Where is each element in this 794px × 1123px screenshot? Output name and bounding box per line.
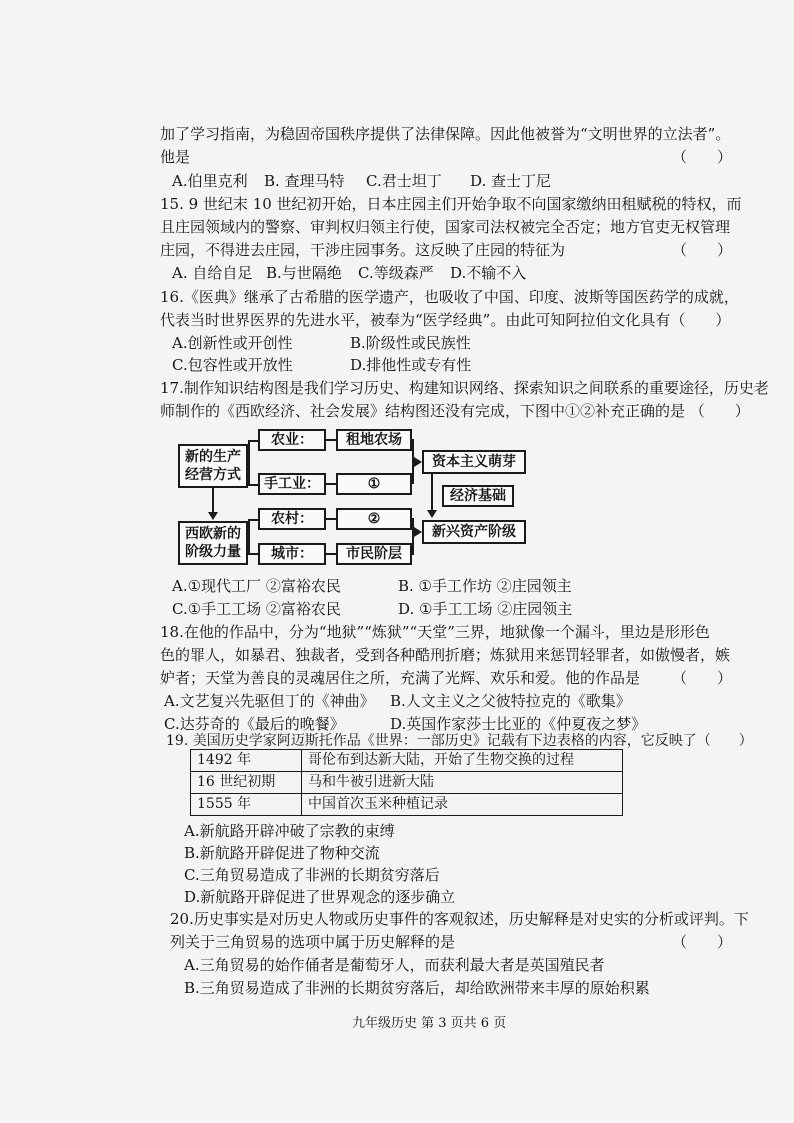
q17-line-1: 17.制作知识结构图是我们学习历史、构建知识网络、探索知识之间联系的重要途径，历史老 [160, 379, 769, 397]
diagram-arrow-head [414, 527, 422, 537]
q16-line-2: 代表当时世界医界的先进水平，被奉为“医学经典”。由此可知阿拉伯文化具有（ ） [160, 311, 731, 329]
diagram-box-blank-1: ① [336, 473, 412, 495]
table-cell-year: 1492 年 [191, 750, 302, 772]
q15-answer-paren: （ ） [672, 241, 733, 259]
diagram-box-new-class: 西欧新的阶级力量 [178, 521, 248, 565]
q18-line-2: 色的罪人，如暴君、独裁者，受到各种酷刑折磨；炼狱用来惩罚轻罪者，如傲慢者，嫉 [160, 646, 731, 664]
table-cell-event: 中国首次玉米种植记录 [302, 794, 623, 816]
diagram-arrow-shaft [212, 488, 214, 513]
diagram-box-bourgeoisie: 新兴资产阶级 [422, 520, 526, 544]
intro-option-b: B. 查理马特 [264, 172, 345, 190]
diagram-connector [248, 519, 258, 521]
q17-option-d: D. ①手工工场 ②庄园领主 [398, 600, 573, 618]
q15-option-a: A. 自给自足 [172, 264, 253, 282]
diagram-connector [248, 553, 258, 555]
diagram-bracket-top [248, 440, 250, 485]
diagram-connector [326, 553, 336, 555]
q15-line-3: 庄园，不得进去庄园，干涉庄园事务。这反映了庄园的特征为 [160, 241, 566, 259]
diagram-connector [248, 440, 258, 442]
diagram-bracket-bottom [248, 519, 250, 555]
diagram-arrow-head [414, 457, 422, 467]
q17-option-b: B. ①手工作坊 ②庄园领主 [398, 577, 572, 595]
q16-line-1: 16.《医典》继承了古希腊的医学遗产，也吸收了中国、印度、波斯等国医药学的成就， [160, 288, 739, 306]
q16-option-a: A.创新性或开创性 [172, 334, 293, 352]
q20-line-1: 20.历史事实是对历史人物或历史事件的客观叙述，历史解释是对史实的分析或评判。下 [170, 910, 749, 928]
q18-line-1: 18.在他的作品中，分为“地狱”“炼狱”“天堂”三界，地狱像一个漏斗，里边是形形色 [160, 623, 710, 641]
table-row [191, 772, 623, 794]
table-cell-year: 1555 年 [191, 794, 302, 816]
q19-option-d: D.新航路开辟促进了世界观念的逐步确立 [184, 888, 456, 906]
q20-answer-paren: （ ） [672, 933, 733, 951]
diagram-box-citizens: 市民阶层 [336, 543, 412, 565]
table-row [191, 750, 623, 772]
diagram-connector [326, 439, 336, 441]
intro-line-1: 加了学习指南，为稳固帝国秩序提供了法律保障。因此他被誉为“文明世界的立法者”。 [160, 125, 731, 143]
table-cell-event: 马和牛被引进新大陆 [302, 772, 623, 794]
q16-option-d: D.排他性或专有性 [350, 356, 472, 374]
q15-option-b: B.与世隔绝 [266, 264, 342, 282]
q19-line-1: 19. 美国历史学家阿迈斯托作品《世界：一部历史》记载有下边表格的内容，它反映了（ ） [166, 733, 753, 749]
intro-line-2: 他是 [160, 148, 191, 166]
diagram-arrow-head [208, 512, 218, 520]
table-cell-year: 16 世纪初期 [191, 772, 302, 794]
diagram-box-handicraft: 手工业： [258, 473, 326, 495]
table-row [191, 794, 623, 816]
q19-option-c: C.三角贸易造成了非洲的长期贫穷落后 [184, 866, 440, 884]
q18-option-c: C.达芬奇的《最后的晚餐》 [164, 715, 345, 733]
q18-line-3: 妒者；天堂为善良的灵魂居住之所，充满了光辉、欢乐和爱。他的作品是 [160, 669, 641, 687]
q15-option-d: D.不输不入 [450, 264, 527, 282]
diagram-box-economic-base: 经济基础 [442, 485, 514, 507]
diagram-box-agriculture: 农业： [258, 429, 326, 451]
q19-option-a: A.新航路开辟冲破了宗教的束缚 [184, 822, 395, 840]
q19-option-b: B.新航路开辟促进了物种交流 [184, 844, 380, 862]
diagram-connector [326, 483, 336, 485]
intro-option-a: A.伯里克利 [172, 172, 248, 190]
q17-option-a: A.①现代工厂 ②富裕农民 [172, 577, 341, 595]
diagram-box-city: 城市： [258, 543, 326, 565]
q16-option-c: C.包容性或开放性 [172, 356, 293, 374]
diagram-box-blank-2: ② [336, 508, 412, 530]
diagram-connector [248, 484, 258, 486]
intro-option-d: D. 查士丁尼 [470, 172, 552, 190]
q18-option-d: D.英国作家莎士比亚的《仲夏夜之梦》 [390, 715, 647, 733]
q18-option-b: B.人文主义之父彼特拉克的《歌集》 [390, 692, 631, 710]
q15-option-c: C.等级森严 [358, 264, 434, 282]
q16-option-b: B.阶级性或民族性 [350, 334, 471, 352]
diagram-box-capitalism-sprouts: 资本主义萌芽 [422, 450, 526, 474]
page-footer: 九年级历史 第 3 页共 6 页 [352, 1016, 507, 1031]
q19-table [190, 749, 623, 816]
q18-option-a: A.文艺复兴先驱但丁的《神曲》 [164, 692, 375, 710]
intro-answer-paren: （ ） [672, 148, 733, 166]
q17-option-c: C.①手工工场 ②富裕农民 [172, 600, 341, 618]
q18-answer-paren: （ ） [672, 669, 733, 687]
diagram-arrow-head [427, 510, 437, 518]
diagram-connector [326, 518, 336, 520]
intro-option-c: C.君士坦丁 [366, 172, 442, 190]
q15-line-2: 且庄园领域内的警察、审判权归领主行使，国家司法权被完全否定；地方官吏无权管理 [160, 218, 731, 236]
q20-option-b: B.三角贸易造成了非洲的长期贫穷落后，却给欧洲带来丰厚的原始积累 [184, 979, 650, 997]
diagram-arrow-shaft [431, 474, 433, 510]
q20-line-2: 列关于三角贸易的选项中属于历史解释的是 [170, 933, 456, 951]
q20-option-a: A.三角贸易的始作俑者是葡萄牙人，而获利最大者是英国殖民者 [184, 956, 605, 974]
table-cell-event: 哥伦布到达新大陆，开始了生物交换的过程 [302, 750, 623, 772]
diagram-box-countryside: 农村： [258, 508, 326, 530]
diagram-box-production-mode: 新的生产经营方式 [178, 444, 248, 488]
q17-line-2: 师制作的《西欧经济、社会发展》结构图还没有完成，下图中①②补充正确的是 （ ） [160, 402, 750, 420]
diagram-box-tenant-farm: 租地农场 [336, 429, 412, 451]
q15-line-1: 15. 9 世纪末 10 世纪初开始，日本庄园主们开始争取不向国家缴纳田租赋税的特权，而 [160, 195, 742, 213]
